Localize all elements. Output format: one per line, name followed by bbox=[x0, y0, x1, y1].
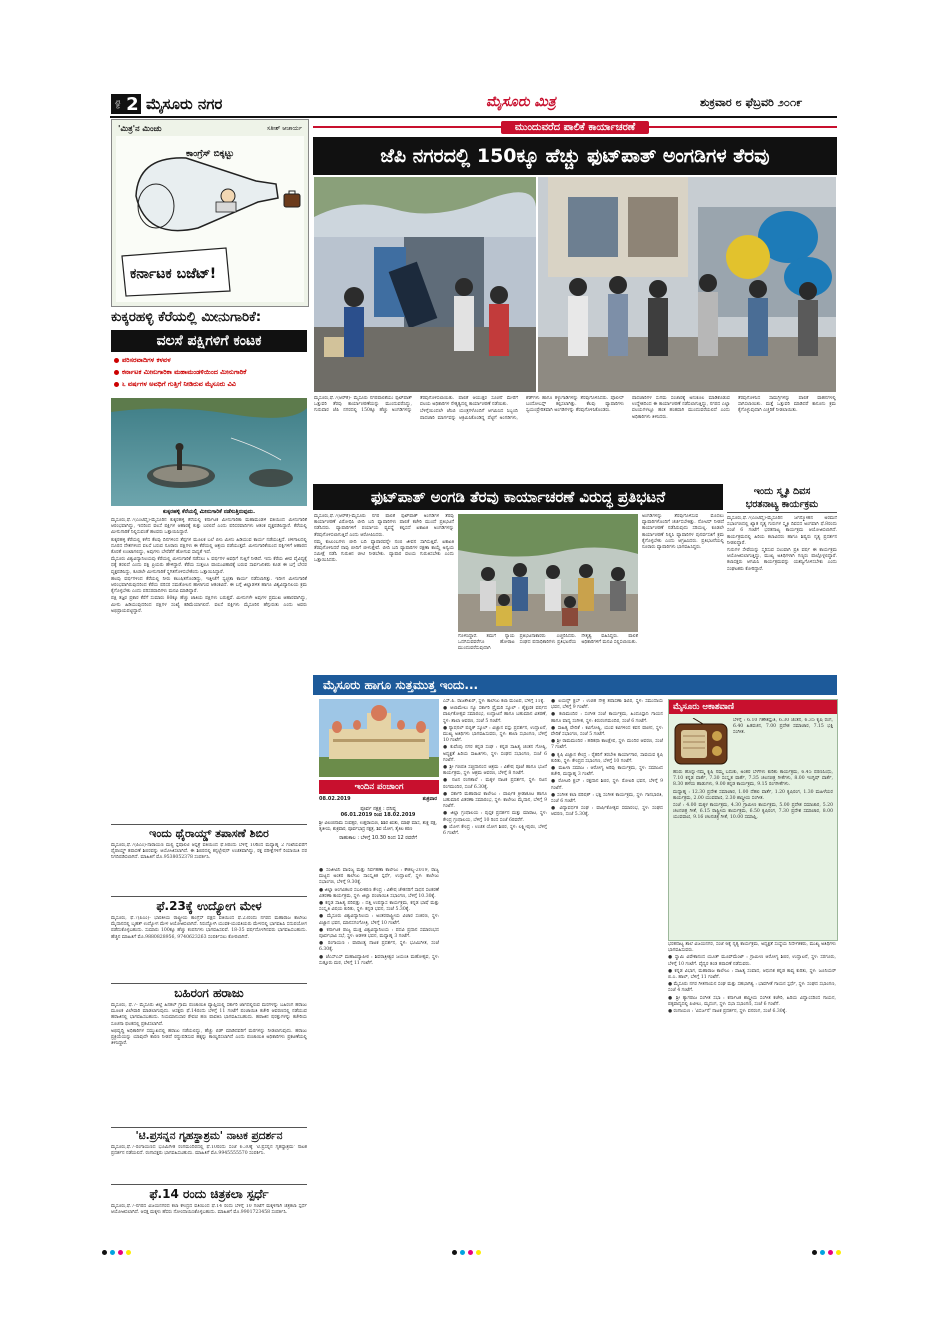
kicker-text: ಮುಂದುವರೆದ ಪಾಲಿಕೆ ಕಾರ್ಯಾಚರಣೆ bbox=[501, 121, 649, 134]
top-story-headline: ಜೆಪಿ ನಗರದಲ್ಲಿ 150ಕ್ಕೂ ಹೆಚ್ಚು ಫುಟ್‌ಪಾತ್ ಅಂಗಡಿಗಳ ತೆರವು bbox=[313, 137, 837, 175]
bullet-dot-icon bbox=[114, 370, 119, 375]
lake-bullets bbox=[114, 356, 308, 389]
top-story-photo-right bbox=[538, 177, 836, 392]
cartoon-drawing bbox=[116, 136, 304, 302]
events-column-4: ಭರತನಾಟ್ಯ ಶಾಲೆ ವಿಜಯನಗರ, ಸಂಜೆ 6ಕ್ಕೆ ನೃತ್ಯ ಕಾರ್ಯಕ್ರಮ, ಅಧ್ಯಕ್ಷತೆ ಸಂಸ್ಥೆಯ ನಿರ್ದೇಶಕರು, ಮುಖ್ಯ ಅತಿಥಿಗಳು ಭಾಗವಹಿಸುವರು. ● ಸ್ವಾಮಿ ವಿವೇಕಾನಂದ ಯೂತ್ ಮೂವ್‌ಮೆಂಟ್ : ಗ್ರಾಮೀಣ ಆರೋಗ್ಯ ಶಿಬಿರ, ಉದ್ಘಾಟನೆ, ಸ್ಥಳ: ಸರಗೂರು, ಬೆಳಿಗ್ಗೆ 10 ಗಂಟೆಗೆ. ವೈದ್ಯರ ತಂಡ ತಪಾಸಣೆ ನಡೆಸುವರು. ● ಕನ್ನಡ ವಿಭಾಗ, ಮಹಾರಾಜ ಕಾಲೇಜು : ಸಾಹಿತ್ಯ ಸಂವಾದ, ಆಧುನಿಕ ಕನ್ನಡ ಕಾವ್ಯ ಕುರಿತು, ಸ್ಥಳ: ಜೂನಿಯರ್ ಬಿ.ಎ. ಹಾಲ್, ಬೆಳಿಗ್ಗೆ 11 ಗಂಟೆಗೆ. ● ಮೈಸೂರು ನಗರ ಗೀತಗಾಯನ ಸಂಘ ಮತ್ತು ಸಹಭಾಗಿತ್ವ : ಭಾವಗೀತೆ ಗಾಯನ ಸ್ಪರ್ಧೆ, ಸ್ಥಳ: ಸಂಘದ ಸಭಾಂಗಣ, ಸಂಜೆ 4 ಗಂಟೆಗೆ. ● ಶ್ರೀ ತ್ಯಾಗರಾಜ ಸಂಗೀತ ಸಭಾ : ಕರ್ನಾಟಕ ಶಾಸ್ತ್ರೀಯ ಸಂಗೀತ ಕಚೇರಿ, ಹಿರಿಯ ವಿದ್ವಾಂಸರಿಂದ ಗಾಯನ, ಪಕ್ಕವಾದ್ಯದಲ್ಲಿ ಪಿಟೀಲು, ಮೃದಂಗ, ಸ್ಥಳ: ಸಭಾ ಸಭಾಂಗಣ, ಸಂಜೆ 6 ಗಂಟೆಗೆ. ● ರಂಗಾಯಣ : 'ವಿಸರ್ಜನೆ' ನಾಟಕ ಪ್ರದರ್ಶನ, ಸ್ಥಳ: ವನರಂಗ, ಸಂಜೆ 6.30ಕ್ಕೆ. bbox=[668, 942, 836, 1015]
radio-panel bbox=[668, 699, 838, 941]
panchanga-rahukala: ರಾಹುಕಾಲ : ಬೆಳಿಗ್ಗೆ 10.30 ರಿಂದ 12 ರವರೆಗೆ bbox=[339, 835, 417, 842]
lake-bullet bbox=[114, 356, 308, 365]
cartoon-panel bbox=[111, 119, 309, 307]
brief-4-title: 'ಟಿ.ಪ್ರಸನ್ನನ ಗೃಹಸ್ಥಾಶ್ರಮ' ನಾಟಕ ಪ್ರದರ್ಶನ bbox=[111, 1127, 307, 1143]
radio-icon bbox=[673, 718, 729, 766]
page-prefix: ಪುಟ bbox=[114, 99, 122, 109]
page-number: 2 bbox=[126, 93, 139, 115]
protest-headline: ಫುಟ್‌ಪಾತ್ ಅಂಗಡಿ ತೆರವು ಕಾರ್ಯಾಚರಣೆ ವಿರುದ್ಧ ಪ್ರತಿಭಟನೆ bbox=[313, 484, 723, 510]
page-section-label: ಮೈಸೂರು ನಗರ bbox=[146, 95, 223, 113]
top-story-kicker bbox=[313, 119, 837, 135]
radio-title: ಮೈಸೂರು ಆಕಾಶವಾಣಿ bbox=[673, 702, 734, 712]
brief-2-body: ಮೈಸೂರು, ಫೆ.7(ಪಿಎಂ)- ಭಾರತೀಯ ರಾಷ್ಟ್ರೀಯ ಕಾಂಗ್ರೆಸ್ ಪಕ್ಷದ ವತಿಯಿಂದ ಫೆ.23ರಂದು ನಗರದ ಮಹಾರಾಜ ಕಾಲೇಜು ಮೈದಾನದಲ್ಲಿ ಬೃಹತ್ ಉದ್ಯೋಗ ಮೇಳ ಆಯೋಜಿಸಲಾಗಿದೆ. ನಿರುದ್ಯೋಗಿ ಯುವಕ-ಯುವತಿಯರು ಮೇಳದಲ್ಲಿ ಭಾಗವಹಿಸಿ ಸದುಪಯೋಗ ಪಡೆದುಕೊಳ್ಳಬಹುದು. ಸುಮಾರು 100ಕ್ಕೂ ಹೆಚ್ಚು ಕಂಪನಿಗಳು ಭಾಗವಹಿಸಲಿವೆ. 18-35 ವರ್ಷದೊಳಗಿನವರು ಭಾಗವಹಿಸಬಹುದು. ಹೆಚ್ಚಿನ ಮಾಹಿತಿಗೆ ಮೊ.9880828956, 9740623263 ಸಂಪರ್ಕಿಸಲು ಕೋರಲಾಗಿದೆ. bbox=[111, 916, 307, 940]
events-column-3: ● ಲಯನ್ಸ್ ಕ್ಲಬ್ : ಉಚಿತ ನೇತ್ರ ತಪಾಸಣಾ ಶಿಬಿರ, ಸ್ಥಳ: ಸಮುದಾಯ ಭವನ, ಬೆಳಿಗ್ಗೆ 9 ಗಂಟೆಗೆ. ● ಕಲಾಮಂದಿರ : ಸಂಗೀತ ಸಂಜೆ ಕಾರ್ಯಕ್ರಮ, ಹಿಂದೂಸ್ತಾನಿ ಗಾಯನ ಹಾಗೂ ವಾದ್ಯ ಸಂಗೀತ, ಸ್ಥಳ: ಕಿರುರಂಗಮಂದಿರ, ಸಂಜೆ 6 ಗಂಟೆಗೆ. ● ಸಾಹಿತ್ಯ ವೇದಿಕೆ : ಕವಿಗೋಷ್ಠಿ, ಯುವ ಕವಿಗಳಿಂದ ಕವನ ವಾಚನ, ಸ್ಥಳ: ವೇದಿಕೆ ಸಭಾಂಗಣ, ಸಂಜೆ 5 ಗಂಟೆಗೆ. ● ಶ್ರೀ ರಾಮಮಂದಿರ : ಹರಿಕಥಾ ಕಾಲಕ್ಷೇಪ, ಸ್ಥಳ: ಮಂದಿರ ಆವರಣ, ಸಂಜೆ 7 ಗಂಟೆಗೆ. ● ಕೃಷಿ ವಿಜ್ಞಾನ ಕೇಂದ್ರ : ರೈತರಿಗೆ ತರಬೇತಿ ಕಾರ್ಯಾಗಾರ, ಸಾವಯವ ಕೃಷಿ ಕುರಿತು, ಸ್ಥಳ: ಕೇಂದ್ರದ ಸಭಾಂಗಣ, ಬೆಳಿಗ್ಗೆ 10 ಗಂಟೆಗೆ. ● ಮಹಿಳಾ ಸಮಾಜ : ಆರೋಗ್ಯ ಅರಿವು ಕಾರ್ಯಕ್ರಮ, ಸ್ಥಳ: ಸಮಾಜದ ಕಚೇರಿ, ಮಧ್ಯಾಹ್ನ 3 ಗಂಟೆಗೆ. ● ರೋಟರಿ ಕ್ಲಬ್ : ರಕ್ತದಾನ ಶಿಬಿರ, ಸ್ಥಳ: ರೋಟರಿ ಭವನ, ಬೆಳಿಗ್ಗೆ 9 ಗಂಟೆಗೆ. ● ಸಂಗೀತ ಕಲಾ ಪರಿಷತ್ : ಭಕ್ತಿ ಸಂಗೀತ ಕಾರ್ಯಕ್ರಮ, ಸ್ಥಳ: ಗಾನಭಾರತಿ, ಸಂಜೆ 6 ಗಂಟೆಗೆ. ● ವಿದ್ಯಾವರ್ಧಕ ಸಂಘ : ವಾರ್ಷಿಕೋತ್ಸವ ಸಮಾರಂಭ, ಸ್ಥಳ: ಸಂಘದ ಆವರಣ, ಸಂಜೆ 5.30ಕ್ಕೆ. bbox=[551, 699, 663, 818]
panchanga-title: ಇಂದಿನ ಪಂಚಾಂಗ bbox=[354, 782, 404, 792]
lake-story-body: ಮೈಸೂರು,ಫೆ.7(ಎಂಟಿವೈ)-ಮೈಸೂರಿನ ಕುಕ್ಕರಹಳ್ಳಿ ಕೆರೆಯಲ್ಲಿ ಕರ್ನಾಟಕ ಮೀನುಗಾರಿಕಾ ಮಹಾಮಂಡಳಿ ವತಿಯಿಂದ ಮೀನುಗಾರಿಕೆ ಆರಂಭವಾಗಿದ್ದು, ಇದರಿಂದ ವಲಸೆ ಪಕ್ಷಿಗಳ ಆಹಾರಕ್ಕೆ ಕುತ್ತು ಬರಲಿದೆ ಎಂದು ಪರಿಸರವಾದಿಗಳು ಆತಂಕ ವ್ಯಕ್ತಪಡಿಸಿದ್ದಾರೆ. ಕೆರೆಯಲ್ಲಿ ಮೀನುಗಾರಿಕೆ ನಿಲ್ಲಿಸುವಂತೆ ಹಲವರು ಒತ್ತಾಯಿಸಿದ್ದಾರೆ. ಕುಕ್ಕರಹಳ್ಳಿ ಕೆರೆಯಲ್ಲಿ ಕಳೆದ ಕೆಲವು ದಿನಗಳಿಂದ ತೆಪ್ಪಗಳ ಮೂಲಕ ಬಲೆ ಬೀಸಿ ಮೀನು ಹಿಡಿಯುವ ಕಾರ್ಯ ನಡೆಯುತ್ತಿದೆ. ಚಳಿಗಾಲದಲ್ಲಿ ದೂರದ ದೇಶಗಳಿಂದ ವಲಸೆ ಬರುವ ನೂರಾರು ಪಕ್ಷಿಗಳು ಈ ಕೆರೆಯಲ್ಲಿ ಆಶ್ರಯ ಪಡೆಯುತ್ತವೆ. ಮೀನುಗಾರಿಕೆಯಿಂದ ಪಕ್ಷಿಗಳಿಗೆ ಆಹಾರದ ಕೊರತೆ ಉಂಟಾಗಲಿದ್ದು, ಅವುಗಳು ಬೇರೆಡೆಗೆ ಹೋಗುವ ಸಾಧ್ಯತೆ ಇದೆ. ಮೈಸೂರು ವಿಶ್ವವಿದ್ಯಾನಿಲಯವು ಕೆರೆಯಲ್ಲಿ ಮೀನುಗಾರಿಕೆ ನಡೆಸಲು ೬ ವರ್ಷಗಳ ಅವಧಿಗೆ ಗುತ್ತಿಗೆ ನೀಡಿದೆ. ಇದು ಕೆರೆಯ ಜೀವ ವೈವಿಧ್ಯಕ್ಕೆ ಧಕ್ಕೆ ತರಲಿದೆ ಎಂದು ಪಕ್ಷಿ ಪ್ರಿಯರು ಹೇಳಿದ್ದಾರೆ. ಕೆರೆಯ ಸುತ್ತಲೂ ವಾಯುವಿಹಾರಕ್ಕೆ ಬರುವ ಸಾರ್ವಜನಿಕರು ಕೂಡ ಈ ಬಗ್ಗೆ ಬೇಸರ ವ್ಯಕ್ತಪಡಿಸಿದ್ದು, ಕೂಡಲೇ ಮೀನುಗಾರಿಕೆ ಸ್ಥಗಿತಗೊಳಿಸಬೇಕೆಂದು ಒತ್ತಾಯಿಸಿದ್ದಾರೆ. ಹಲವು ವರ್ಷಗಳಿಂದ ಕೆರೆಯಲ್ಲಿ ನೀರು ಕಲುಷಿತಗೊಂಡಿದ್ದು, ಇತ್ತೀಚೆಗೆ ಸ್ವಚ್ಛತಾ ಕಾರ್ಯ ನಡೆಸಲಾಗಿತ್ತು. ಇದೀಗ ಮೀನುಗಾರಿಕೆ ಆರಂಭವಾಗಿರುವುದರಿಂದ ಕೆರೆಯ ಪರಿಸರ ಸಮತೋಲನ ಹಾಳಾಗುವ ಆತಂಕವಿದೆ. ಈ ಬಗ್ಗೆ ಜಿಲ್ಲಾಡಳಿತ ಹಾಗೂ ವಿಶ್ವವಿದ್ಯಾನಿಲಯ ಕ್ರಮ ಕೈಗೊಳ್ಳಬೇಕು ಎಂದು ಪರಿಸರವಾದಿಗಳು ಮನವಿ ಮಾಡಿದ್ದಾರೆ. ಪಕ್ಷಿ ತಜ್ಞರ ಪ್ರಕಾರ ಕೆರೆಗೆ ಸುಮಾರು 80ಕ್ಕೂ ಹೆಚ್ಚು ಜಾತಿಯ ಪಕ್ಷಿಗಳು ಬರುತ್ತವೆ. ಮೀನುಗಳೇ ಅವುಗಳ ಪ್ರಮುಖ ಆಹಾರವಾಗಿದ್ದು, ಮೀನು ಹಿಡಿಯುವುದರಿಂದ ಪಕ್ಷಿಗಳ ಸಂಖ್ಯೆ ಕಡಿಮೆಯಾಗಲಿದೆ. ವಲಸೆ ಪಕ್ಷಿಗಳು ಮೈಸೂರಿನ ಹೆಗ್ಗುರುತು ಎಂದು ಅವರು ಅಭಿಪ್ರಾಯಪಟ್ಟಿದ್ದಾರೆ. bbox=[111, 518, 307, 614]
events-column-2: ಎಸ್.ಪಿ. ರಾಜಶೇಖರ್, ಸ್ಥಳ: ಕಾಲೇಜು ಕಲಾ ಮಂಟಪ, ಬೆಳಿಗ್ಗೆ 11ಕ್ಕೆ. ● ಆಲಾಮೇಲು ನ್ಯೂ ಸರ್ಕಾರಿ ಪ್ರೈಮರಿ ಸ್ಕೂಲ್ : ಶೈಕ್ಷಣಿಕ ವರ್ಷದ ವಾರ್ಷಿಕೋತ್ಸವ ಸಮಾರಂಭ, ಉದ್ಘಾಟನೆ ಹಾಗೂ ಬಹುಮಾನ ವಿತರಣೆ, ಸ್ಥಳ: ಶಾಲಾ ಆವರಣ, ಸಂಜೆ 5 ಗಂಟೆಗೆ. ● ನ್ಯಾಷನಲ್ ಪಬ್ಲಿಕ್ ಸ್ಕೂಲ್ : ವಿಜ್ಞಾನ ವಸ್ತು ಪ್ರದರ್ಶನ, ಉದ್ಘಾಟನೆ, ಮುಖ್ಯ ಅತಿಥಿಗಳು ಭಾಗವಹಿಸುವರು, ಸ್ಥಳ: ಶಾಲಾ ಸಭಾಂಗಣ, ಬೆಳಿಗ್ಗೆ 10 ಗಂಟೆಗೆ. ● ಕುವೆಂಪು ನಗರ ಕನ್ನಡ ಸಂಘ : ಕನ್ನಡ ಸಾಹಿತ್ಯ ಚಿಂತನ ಗೋಷ್ಠಿ, ಅಧ್ಯಕ್ಷತೆ ಹಿರಿಯ ಸಾಹಿತಿಗಳು, ಸ್ಥಳ: ಸಂಘದ ಸಭಾಂಗಣ, ಸಂಜೆ 6 ಗಂಟೆಗೆ. ● ಶ್ರೀ ಗಣಪತಿ ಸಚ್ಚಿದಾನಂದ ಆಶ್ರಮ : ವಿಶೇಷ ಪೂಜೆ ಹಾಗೂ ಭಜನೆ ಕಾರ್ಯಕ್ರಮ, ಸ್ಥಳ: ಆಶ್ರಮ ಆವರಣ, ಬೆಳಿಗ್ಗೆ 8 ಗಂಟೆಗೆ. ● ನಟನ ರಂಗಶಾಲೆ : ಮಕ್ಕಳ ನಾಟಕ ಪ್ರದರ್ಶನ, ಸ್ಥಳ: ನಟನ ರಂಗಮಂದಿರ, ಸಂಜೆ 6.30ಕ್ಕೆ. ● ಸರ್ಕಾರಿ ಮಹಾರಾಣಿ ಕಾಲೇಜು : ವಾರ್ಷಿಕ ಕ್ರೀಡಾಕೂಟ ಹಾಗೂ ಬಹುಮಾನ ವಿತರಣಾ ಸಮಾರಂಭ, ಸ್ಥಳ: ಕಾಲೇಜು ಮೈದಾನ, ಬೆಳಿಗ್ಗೆ 9 ಗಂಟೆಗೆ. ● ಜಿಲ್ಲಾ ಗ್ರಂಥಾಲಯ : ಪುಸ್ತಕ ಪ್ರದರ್ಶನ ಮತ್ತು ಮಾರಾಟ, ಸ್ಥಳ: ಕೇಂದ್ರ ಗ್ರಂಥಾಲಯ, ಬೆಳಿಗ್ಗೆ 10 ರಿಂದ ಸಂಜೆ 6ರವರೆಗೆ. ● ಯೋಗ ಕೇಂದ್ರ : ಉಚಿತ ಯೋಗ ಶಿಬಿರ, ಸ್ಥಳ: ಲಕ್ಷ್ಮೀಪುರಂ, ಬೆಳಿಗ್ಗೆ 6 ಗಂಟೆಗೆ. bbox=[443, 699, 547, 837]
brief-1-title: ಇಂದು ಥೈರಾಯ್ಡ್ ತಪಾಸಣೆ ಶಿಬಿರ bbox=[111, 824, 307, 841]
protest-photo bbox=[458, 514, 638, 632]
bullet-dot-icon bbox=[114, 382, 119, 387]
brief-4-body: ಮೈಸೂರು,ಫೆ.7-ರಂಗಾಯಣದ ಭೂಮಿಗೀತ ರಂಗಮಂದಿರದಲ್ಲಿ ಫೆ.10ರಂದು ಸಂಜೆ 6.30ಕ್ಕೆ 'ಟಿ.ಪ್ರಸನ್ನನ ಗೃಹಸ್ಥಾಶ್ರಮ' ನಾಟಕ ಪ್ರದರ್ಶನ ನಡೆಯಲಿದೆ. ರಂಗಾಸಕ್ತರು ಭಾಗವಹಿಸಬಹುದು. ಮಾಹಿತಿಗೆ ಮೊ.9945555570 ಸಂಪರ್ಕಿಸಿ. bbox=[111, 1145, 307, 1157]
brief-5-body: ಮೈಸೂರು,ಫೆ.7-ನಗರದ ವಿಜಯನಗರದ ಕಲಾ ಕೇಂದ್ರದ ವತಿಯಿಂದ ಫೆ.14 ರಂದು ಬೆಳಿಗ್ಗೆ 10 ಗಂಟೆಗೆ ಮಕ್ಕಳಿಗಾಗಿ ಚಿತ್ರಕಲಾ ಸ್ಪರ್ಧೆ ಆಯೋಜಿಸಲಾಗಿದೆ. ಆಸಕ್ತ ಮಕ್ಕಳು ಹೆಸರು ನೋಂದಾಯಿಸಿಕೊಳ್ಳಬಹುದು. ಮಾಹಿತಿಗೆ ಮೊ.9901723458 ಸಂಪರ್ಕಿಸಿ. bbox=[111, 1204, 307, 1216]
panchanga-day: ಶುಕ್ರವಾರ bbox=[422, 796, 437, 802]
brief-3-title: ಬಹಿರಂಗ ಹರಾಜು bbox=[111, 983, 307, 1001]
paper-name: ಮೈಸೂರು ಮಿತ್ರ bbox=[486, 94, 556, 110]
events-column-1: ● ಸಂಜೀವಿನಿ ವಾಣಿಜ್ಯ ಮತ್ತು ನಿರ್ವಹಣಾ ಕಾಲೇಜು : ಕೌಶಲ್ಯ-2019, ರಾಜ್ಯ ಮಟ್ಟದ ಅಂತರ ಕಾಲೇಜು ಸಾಂಸ್ಕೃತಿಕ ಸ್ಪರ್ಧೆ, ಉದ್ಘಾಟನೆ, ಸ್ಥಳ: ಕಾಲೇಜು ಸಭಾಂಗಣ, ಬೆಳಿಗ್ಗೆ 9.30ಕ್ಕೆ. ● ಜಿಲ್ಲಾ ಆಂಗವಿಕಲರ ಸಬಲೀಕರಣ ಕೇಂದ್ರ : ವಿಶೇಷ ಚೇತನರಿಗೆ ಸಾಧನ ಸಲಕರಣೆ ವಿತರಣಾ ಕಾರ್ಯಕ್ರಮ, ಸ್ಥಳ: ಜಿಲ್ಲಾ ಪಂಚಾಯಿತಿ ಸಭಾಂಗಣ, ಬೆಳಿಗ್ಗೆ 10.30ಕ್ಕೆ. ● ಕನ್ನಡ ಸಾಹಿತ್ಯ ಪರಿಷತ್ತು : ದತ್ತಿ ಉಪನ್ಯಾಸ ಕಾರ್ಯಕ್ರಮ, ಕನ್ನಡ ಭಾಷೆ ಮತ್ತು ಸಂಸ್ಕೃತಿ ವಿಷಯ ಕುರಿತು, ಸ್ಥಳ: ಕನ್ನಡ ಭವನ, ಸಂಜೆ 5.30ಕ್ಕೆ. ● ಮೈಸೂರು ವಿಶ್ವವಿದ್ಯಾನಿಲಯ : ಅಂತರರಾಷ್ಟ್ರೀಯ ವಿಚಾರ ಸಂಕಿರಣ, ಸ್ಥಳ: ವಿಜ್ಞಾನ ಭವನ, ಮಾನಸಗಂಗೋತ್ರಿ, ಬೆಳಿಗ್ಗೆ 10 ಗಂಟೆಗೆ. ● ಕರ್ನಾಟಕ ರಾಜ್ಯ ಮುಕ್ತ ವಿಶ್ವವಿದ್ಯಾನಿಲಯ : ಪದವಿ ಪ್ರದಾನ ಸಮಾರಂಭದ ಪೂರ್ವಭಾವಿ ಸಭೆ, ಸ್ಥಳ: ಆಡಳಿತ ಭವನ, ಮಧ್ಯಾಹ್ನ 3 ಗಂಟೆಗೆ. ● ರಂಗಾಯಣ : ವಾರಾಂತ್ಯ ನಾಟಕ ಪ್ರದರ್ಶನ, ಸ್ಥಳ: ಭೂಮಿಗೀತ, ಸಂಜೆ 6.30ಕ್ಕೆ. ● ಜೆಎಸ್‌ಎಸ್ ಮಹಾವಿದ್ಯಾಪೀಠ : ಶಿವರಾತ್ರೀಶ್ವರ ಜಯಂತಿ ಮಹೋತ್ಸವ, ಸ್ಥಳ: ಸುತ್ತೂರು ಮಠ, ಬೆಳಿಗ್ಗೆ 11 ಗಂಟೆಗೆ. bbox=[319, 868, 439, 966]
panchanga-box bbox=[319, 796, 437, 866]
cartoon-caption: ಕರ್ನಾಟಕ ಬಜೆಟ್! bbox=[130, 266, 217, 282]
memorial-body: ಮೈಸೂರು,ಫೆ.7(ಎಂಟಿವೈ)-ಮೈಸೂರಿನ ಜಗನ್ಮೋಹನ ಅರಮನೆ ಸಭಾಂಗಣದಲ್ಲಿ ಖ್ಯಾತ ನೃತ್ಯ ಗುರುಗಳ ಸ್ಮೃತಿ ದಿವಸದ ಅಂಗವಾಗಿ ಫೆ.8ರಂದು ಸಂಜೆ 6 ಗಂಟೆಗೆ ಭರತನಾಟ್ಯ ಕಾರ್ಯಕ್ರಮ ಆಯೋಜಿಸಲಾಗಿದೆ. ಕಾರ್ಯಕ್ರಮದಲ್ಲಿ ಹಿರಿಯ ಕಲಾವಿದರು ಹಾಗೂ ಶಿಷ್ಯರು ನೃತ್ಯ ಪ್ರದರ್ಶನ ನೀಡಲಿದ್ದಾರೆ. ಗುರುಗಳ ಸೇವೆಯನ್ನು ಸ್ಮರಿಸುವ ಸಲುವಾಗಿ ಪ್ರತಿ ವರ್ಷ ಈ ಕಾರ್ಯಕ್ರಮ ಆಯೋಜಿಸಲಾಗುತ್ತಿದ್ದು, ಮುಖ್ಯ ಅತಿಥಿಗಳಾಗಿ ಗಣ್ಯರು ಪಾಲ್ಗೊಳ್ಳಲಿದ್ದಾರೆ. ಕಲಾಸಕ್ತರು ಆಗಮಿಸಿ ಕಾರ್ಯಕ್ರಮವನ್ನು ಯಶಸ್ವಿಗೊಳಿಸಬೇಕು ಎಂದು ಸಂಘಟಕರು ಕೋರಿದ್ದಾರೆ. bbox=[727, 516, 837, 572]
city-today-title: ಮೈಸೂರು ಹಾಗೂ ಸುತ್ತಮುತ್ತ ಇಂದು... bbox=[323, 677, 479, 692]
radio-schedule-top: ಬೆಳಿಗ್ಗೆ : 6.10 ಗಣೇಶಸ್ತುತಿ, 6.30 ಚಿಂತನ, 6.35 ಕೃಷಿ ರಂಗ, 6.40 ಹಿತವಚನ, 7.00 ಪ್ರದೇಶ ಸಮಾಚಾರ, 7.15 ಭಕ್ತಿ ಸಂಗೀತ. bbox=[733, 718, 833, 736]
protest-body-right: ಅಂಗಡಿಗಳನ್ನು ತೆರವುಗೊಳಿಸುವ ಮೊದಲು ವ್ಯಾಪಾರಿಗಳೊಂದಿಗೆ ಚರ್ಚಿಸಬೇಕಿತ್ತು. ನೋಟಿಸ್ ನೀಡದೆ ಕಾರ್ಯಾಚರಣೆ ನಡೆಸಿರುವುದು ಸರಿಯಲ್ಲ. ಕೂಡಲೇ ಕಾರ್ಯಾಚರಣೆ ನಿಲ್ಲಿಸಿ ವ್ಯಾಪಾರಿಗಳ ಪುನರ್ವಸತಿಗೆ ಕ್ರಮ ಕೈಗೊಳ್ಳಬೇಕು ಎಂದು ಆಗ್ರಹಿಸಿದರು. ಪ್ರತಿಭಟನೆಯಲ್ಲಿ ನೂರಾರು ವ್ಯಾಪಾರಿಗಳು ಭಾಗವಹಿಸಿದ್ದರು. bbox=[642, 514, 724, 551]
memorial-title-2: ಭರತನಾಟ್ಯ ಕಾರ್ಯಕ್ರಮ bbox=[727, 499, 837, 513]
palace-photo bbox=[319, 699, 439, 777]
lake-photo-caption: ಕುಕ್ಕರಹಳ್ಳಿ ಕೆರೆಯಲ್ಲಿ ಮೀನುಗಾರಿಕೆ ನಡೆಸುತ್ತಿರುವುದು. bbox=[162, 509, 256, 515]
lake-photo bbox=[111, 398, 307, 506]
brief-5-title: ಫೆ.14 ರಂದು ಚಿತ್ರಕಲಾ ಸ್ಪರ್ಧೆ bbox=[111, 1184, 307, 1202]
protest-body-left: ಮೈಸೂರು,ಫೆ.7(ಆರ್‌ಕೆ)-ಮೈಸೂರು ನಗರ ಪಾಲಿಕೆ ಫುಟ್‌ಪಾತ್ ಅಂಗಡಿಗಳ ತೆರವು ಕಾರ್ಯಾಚರಣೆ ವಿರೋಧಿಸಿ ಬೀದಿ ಬದಿ ವ್ಯಾಪಾರಿಗಳು ಪಾಲಿಕೆ ಕಚೇರಿ ಮುಂದೆ ಪ್ರತಿಭಟನೆ ನಡೆಸಿದರು. ವ್ಯಾಪಾರಿಗಳಿಗೆ ಪರ್ಯಾಯ ವ್ಯವಸ್ಥೆ ಕಲ್ಪಿಸದೆ ಏಕಾಏಕಿ ಅಂಗಡಿಗಳನ್ನು ತೆರವುಗೊಳಿಸಲಾಗುತ್ತಿದೆ ಎಂದು ಆರೋಪಿಸಿದರು. ನಮ್ಮ ಕುಟುಂಬಗಳು ಬೀದಿ ಬದಿ ವ್ಯಾಪಾರವನ್ನೇ ನಂಬಿ ಜೀವನ ಸಾಗಿಸುತ್ತಿವೆ. ಏಕಾಏಕಿ ತೆರವುಗೊಳಿಸಿದರೆ ನಾವು ಬೀದಿಗೆ ಬೀಳುತ್ತೇವೆ. ಬೀದಿ ಬದಿ ವ್ಯಾಪಾರಿಗಳ ರಕ್ಷಣಾ ಕಾಯ್ದೆ ಅನ್ವಯ ಸಮೀಕ್ಷೆ ನಡೆಸಿ ಗುರುತಿನ ಚೀಟಿ ನೀಡಬೇಕು. ವ್ಯಾಪಾರ ವಲಯ ಗುರುತಿಸಬೇಕು ಎಂದು ಒತ್ತಾಯಿಸಿದರು. bbox=[314, 514, 454, 564]
brief-1-body: ಮೈಸೂರು,ಫೆ.7(ಪಿಎಂ)-ನಾರಾಯಣ ಮಲ್ಟಿ ಸ್ಪೆಷಾಲಿಟಿ ಆಸ್ಪತ್ರೆ ವತಿಯಿಂದ ಫೆ.8ರಂದು ಬೆಳಿಗ್ಗೆ 10ರಿಂದ ಮಧ್ಯಾಹ್ನ 2 ಗಂಟೆಯವರೆಗೆ ಥೈರಾಯ್ಡ್ ತಪಾಸಣೆ ಶಿಬಿರವನ್ನು ಆಯೋಜಿಸಲಾಗಿದೆ. ಈ ಶಿಬಿರದಲ್ಲಿ ಕನ್ಸಲ್ಟೇಷನ್ ಉಚಿತವಾಗಿದ್ದು, ರಕ್ತ ಪರೀಕ್ಷೆಗಳಿಗೆ ರಿಯಾಯಿತಿ ದರ ನಿಗದಿಪಡಿಸಲಾಗಿದೆ. ಮಾಹಿತಿಗೆ ಮೊ.9538052378 ಸಂಪರ್ಕಿಸಿ. bbox=[111, 843, 307, 861]
panchanga-nakshatra-dates: 06.01.2019 ರಿಂದ 18.02.2019 bbox=[340, 812, 416, 818]
registration-marks-center bbox=[452, 1250, 481, 1255]
bottle-label: ಕಾಂಗ್ರೆಸ್ ಬಿಕ್ಕಟ್ಟು bbox=[186, 149, 234, 159]
brief-2-title: ಫೆ.23ಕ್ಕೆ ಉದ್ಯೋಗ ಮೇಳ bbox=[111, 896, 307, 914]
page-number-badge bbox=[111, 94, 141, 114]
brief-3-body: ಮೈಸೂರು, ಫೆ.7- ಮೈಸೂರು ಜಿಲ್ಲೆ ಹಿನಕಲ್ ಗ್ರಾಮ ಪಂಚಾಯಿತಿ ವ್ಯಾಪ್ತಿಯಲ್ಲಿ ಸರ್ಕಾರಿ ಜಾಗದಲ್ಲಿರುವ ಮರಗಳನ್ನು ಬಹಿರಂಗ ಹರಾಜು ಮೂಲಕ ವಿಲೇವಾರಿ ಮಾಡಲಾಗುವುದು. ಆಸಕ್ತರು ಫೆ.14ರಂದು ಬೆಳಿಗ್ಗೆ 11 ಗಂಟೆಗೆ ಪಂಚಾಯಿತಿ ಕಚೇರಿ ಆವರಣದಲ್ಲಿ ನಡೆಯುವ ಹರಾಜಿನಲ್ಲಿ ಭಾಗವಹಿಸಬಹುದು. ನಿಯಮಾನುಸಾರ ಠೇವಣಿ ಹಣ ಪಾವತಿಸಿ ಭಾಗವಹಿಸಬಹುದು. ಹರಾಜಿನ ಷರತ್ತುಗಳನ್ನು ಕಚೇರಿಯ ಸೂಚನಾ ಫಲಕದಲ್ಲಿ ಪ್ರಕಟಿಸಲಾಗಿದೆ. ಅಭಿವೃದ್ಧಿ ಅಧಿಕಾರಿಗಳ ಸಮ್ಮುಖದಲ್ಲಿ ಹರಾಜು ನಡೆಯಲಿದ್ದು, ಹೆಚ್ಚು ಬಿಡ್ ಮಾಡಿದವರಿಗೆ ಮರಗಳನ್ನು ನೀಡಲಾಗುವುದು. ಹರಾಜು ಪ್ರಕ್ರಿಯೆಯನ್ನು ಯಾವುದೇ ಕಾರಣ ನೀಡದೆ ರದ್ದುಪಡಿಸುವ ಹಕ್ಕನ್ನು ಕಾಯ್ದಿರಿಸಲಾಗಿದೆ ಎಂದು ಪಂಚಾಯಿತಿ ಅಧಿಕಾರಿಗಳು ಪ್ರಕಟಣೆಯಲ್ಲಿ ತಿಳಿಸಿದ್ದಾರೆ. bbox=[111, 1003, 307, 1047]
lake-bullet-text: ೬ ವರ್ಷಗಳ ಅವಧಿಗೆ ಗುತ್ತಿಗೆ ನೀಡಿರುವ ಮೈಸೂರು ವಿವಿ bbox=[122, 380, 236, 388]
masthead-rule bbox=[110, 116, 837, 118]
top-story-body: ಮೈಸೂರು,ಫೆ.7(ಆರ್‌ಕೆ)- ಮೈಸೂರು ನಗರಪಾಲಿಕೆಯು ಫುಟ್‌ಪಾತ್ ಒತ್ತುವರಿ ತೆರವು ಕಾರ್ಯಾಚರಣೆಯನ್ನು ಮುಂದುವರೆಸಿದ್ದು, ಗುರುವಾರ ಜೆಪಿ ನಗರದಲ್ಲಿ 150ಕ್ಕೂ ಹೆಚ್ಚು ಅಂಗಡಿಗಳನ್ನು ತೆರವುಗೊಳಿಸಲಾಯಿತು. ಪಾಲಿಕೆ ಆಯುಕ್ತರ ಸೂಚನೆ ಮೇರೆಗೆ ವಲಯ ಅಧಿಕಾರಿಗಳ ನೇತೃತ್ವದಲ್ಲಿ ಕಾರ್ಯಾಚರಣೆ ನಡೆಯಿತು. ಬೆಳಿಗ್ಗೆಯಿಂದಲೇ ಜೆಸಿಬಿ ಯಂತ್ರಗಳೊಂದಿಗೆ ಆಗಮಿಸಿದ ಸಿಬ್ಬಂದಿ ಪಾದಚಾರಿ ಮಾರ್ಗವನ್ನು ಆಕ್ರಮಿಸಿಕೊಂಡಿದ್ದ ಪೆಟ್ಟಿಗೆ ಅಂಗಡಿಗಳು, ಶೆಡ್‌ಗಳು ಹಾಗೂ ತಳ್ಳುಗಾಡಿಗಳನ್ನು ತೆರವುಗೊಳಿಸಿದರು. ಪೊಲೀಸ್ ಬಂದೋಬಸ್ತ್ ಕಲ್ಪಿಸಲಾಗಿತ್ತು. ಕೆಲವು ವ್ಯಾಪಾರಿಗಳು ಸ್ವಯಂಪ್ರೇರಿತವಾಗಿ ಅಂಗಡಿಗಳನ್ನು ತೆರವುಗೊಳಿಸಿಕೊಂಡರು. ಪಾದಚಾರಿಗಳ ಸುಗಮ ಸಂಚಾರಕ್ಕೆ ಅನುಕೂಲ ಮಾಡಿಕೊಡುವ ಉದ್ದೇಶದಿಂದ ಈ ಕಾರ್ಯಾಚರಣೆ ನಡೆಸಲಾಗುತ್ತಿದ್ದು, ನಗರದ ಎಲ್ಲಾ ವಲಯಗಳಲ್ಲೂ ಹಂತ ಹಂತವಾಗಿ ಮುಂದುವರೆಯಲಿದೆ ಎಂದು ಅಧಿಕಾರಿಗಳು ತಿಳಿಸಿದರು. ತೆರವುಗೊಳಿಸಿದ ಸಾಮಗ್ರಿಗಳನ್ನು ಪಾಲಿಕೆ ವಾಹನಗಳಲ್ಲಿ ಸಾಗಿಸಲಾಯಿತು. ಮತ್ತೆ ಒತ್ತುವರಿ ಮಾಡಿದರೆ ಕಾನೂನು ಕ್ರಮ ಕೈಗೊಳ್ಳುವುದಾಗಿ ಎಚ್ಚರಿಕೆ ನೀಡಲಾಯಿತು. bbox=[314, 396, 836, 421]
bullet-dot-icon bbox=[114, 358, 119, 363]
lake-bullet bbox=[114, 380, 308, 389]
cartoon-column-title: 'ಮಿತ್ರ'ನ ಮಿಂಚು bbox=[118, 124, 162, 133]
memorial-title-1: ಇಂದು ಸ್ಮೃತಿ ದಿವಸ bbox=[753, 486, 811, 497]
registration-marks-right bbox=[812, 1250, 841, 1255]
panchanga-nakshatra: ಪೂರ್ವ ನಕ್ಷತ್ರ : ಧನಿಷ್ಠ bbox=[360, 806, 396, 812]
panchanga-date-row bbox=[319, 796, 437, 802]
protest-body-under-photo: ಗೊಳಿಸಿದ್ದಾರೆ. ತಮಗೆ ನ್ಯಾಯ ಒದಗಿಸುವವರೆಗೂ ಹೋರಾಟ ಮುಂದುವರೆಸುವುದಾಗಿ ಪ್ರತಿಭಟನಾಕಾರರು ಎಚ್ಚರಿಸಿದರು. ಸಂಘದ ಪದಾಧಿಕಾರಿಗಳು ಪ್ರತಿಭಟನೆಯ ನೇತೃತ್ವ ವಹಿಸಿದ್ದರು. ಪಾಲಿಕೆ ಅಧಿಕಾರಿಗಳಿಗೆ ಮನವಿ ಸಲ್ಲಿಸಲಾಯಿತು. bbox=[458, 634, 638, 652]
panchanga-date: 08.02.2019 bbox=[319, 796, 351, 802]
lake-headline-1: ಕುಕ್ಕರಹಳ್ಳಿ ಕೆರೆಯಲ್ಲಿ ಮೀನುಗಾರಿಕೆ: bbox=[111, 309, 262, 325]
panchanga-details: ಶ್ರೀ ವಿಲಂಬಿನಾಮ ಸಂವತ್ಸರ, ಉತ್ತರಾಯಣ, ಶಿಶಿರ ಋತು, ಮಾಘ ಮಾಸ, ಶುಕ್ಲ ಪಕ್ಷ, ತೃತೀಯ, ಶುಕ್ರವಾರ, ಪೂರ್ವಭಾದ್ರ ನಕ್ಷತ್ರ, ಶಿವ ಯೋಗ, ತೈತಿಲ ಕರಣ bbox=[319, 821, 437, 832]
panchanga-header bbox=[319, 780, 439, 794]
issue-date: ಶುಕ್ರವಾರ ೮ ಫೆಬ್ರವರಿ ೨೦೧೯ bbox=[700, 96, 803, 109]
city-today-band bbox=[313, 675, 837, 695]
lake-bullet bbox=[114, 368, 308, 377]
cartoon-artist: ಸತೀಶ್ ಆಚಾರ್ಯ bbox=[267, 125, 302, 132]
lake-bullet-text: ಕರ್ನಾಟಕ ಮೀನುಗಾರಿಕಾ ಮಹಾಮಂಡಳಿಯಿಂದ ಮೀನುಗಾರಿಕೆ bbox=[122, 368, 247, 376]
radio-schedule: ಹಸಿರು ಹೊನ್ನು-ನಮ್ಮ ಕೃಷಿ ನಮ್ಮ ಬದುಕು, ಅಂತರ ಬೆಳೆಗಳು ಕುರಿತು ಕಾರ್ಯಕ್ರಮ, 6.45 ಪಠಣಸಿಂಧು, 7.10 ಕನ್ನಡ ವಾರ್ತೆ, 7.30 ಸಂಸ್ಕೃತ ವಾರ್ತೆ, 7.35 ಚಲನಚಿತ್ರ ಗೀತೆಗಳು, 8.00 ಇಂಗ್ಲಿಷ್ ವಾರ್ತೆ, 8.30 ಹಳೆಯ ಹಾಡುಗಳು, 9.00 ಕನ್ನಡ ಕಾರ್ಯಕ್ರಮ, 9.15 ರಂಗಗೀತೆಗಳು. ಮಧ್ಯಾಹ್ನ : 12.30 ಪ್ರದೇಶ ಸಮಾಚಾರ, 1.00 ದೆಹಲಿ ವಾರ್ತೆ, 1.20 ಕೃಷಿರಂಗ, 1.30 ಮಹಿಳೆಯರ ಕಾರ್ಯಕ್ರಮ, 2.00 ಯುವವಾಣಿ, 2.30 ಶಾಸ್ತ್ರೀಯ ಸಂಗೀತ. ಸಂಜೆ : 4.00 ಮಕ್ಕಳ ಕಾರ್ಯಕ್ರಮ, 4.30 ಗ್ರಾಮೀಣ ಕಾರ್ಯಕ್ರಮ, 5.00 ಪ್ರದೇಶ ಸಮಾಚಾರ, 5.20 ಚಲನಚಿತ್ರ ಗೀತೆ, 6.15 ರಾಷ್ಟ್ರೀಯ ಕಾರ್ಯಕ್ರಮ, 6.50 ಕೃಷಿರಂಗ, 7.30 ಪ್ರದೇಶ ಸಮಾಚಾರ, 8.00 ಯುವವಾಣಿ, 9.16 ಚಲನಚಿತ್ರ ಗೀತೆ, 10.00 ಸಮಾಪ್ತಿ. bbox=[673, 770, 833, 821]
lake-bullet-text: ಪರಿಸರವಾದಿಗಳ ಕಳವಳ bbox=[122, 356, 171, 364]
registration-marks-left bbox=[102, 1250, 131, 1255]
radio-header bbox=[669, 700, 837, 714]
top-story-photo-left bbox=[314, 177, 536, 392]
lake-headline-2: ವಲಸೆ ಪಕ್ಷಿಗಳಿಗೆ ಕಂಟಕ bbox=[111, 330, 307, 352]
